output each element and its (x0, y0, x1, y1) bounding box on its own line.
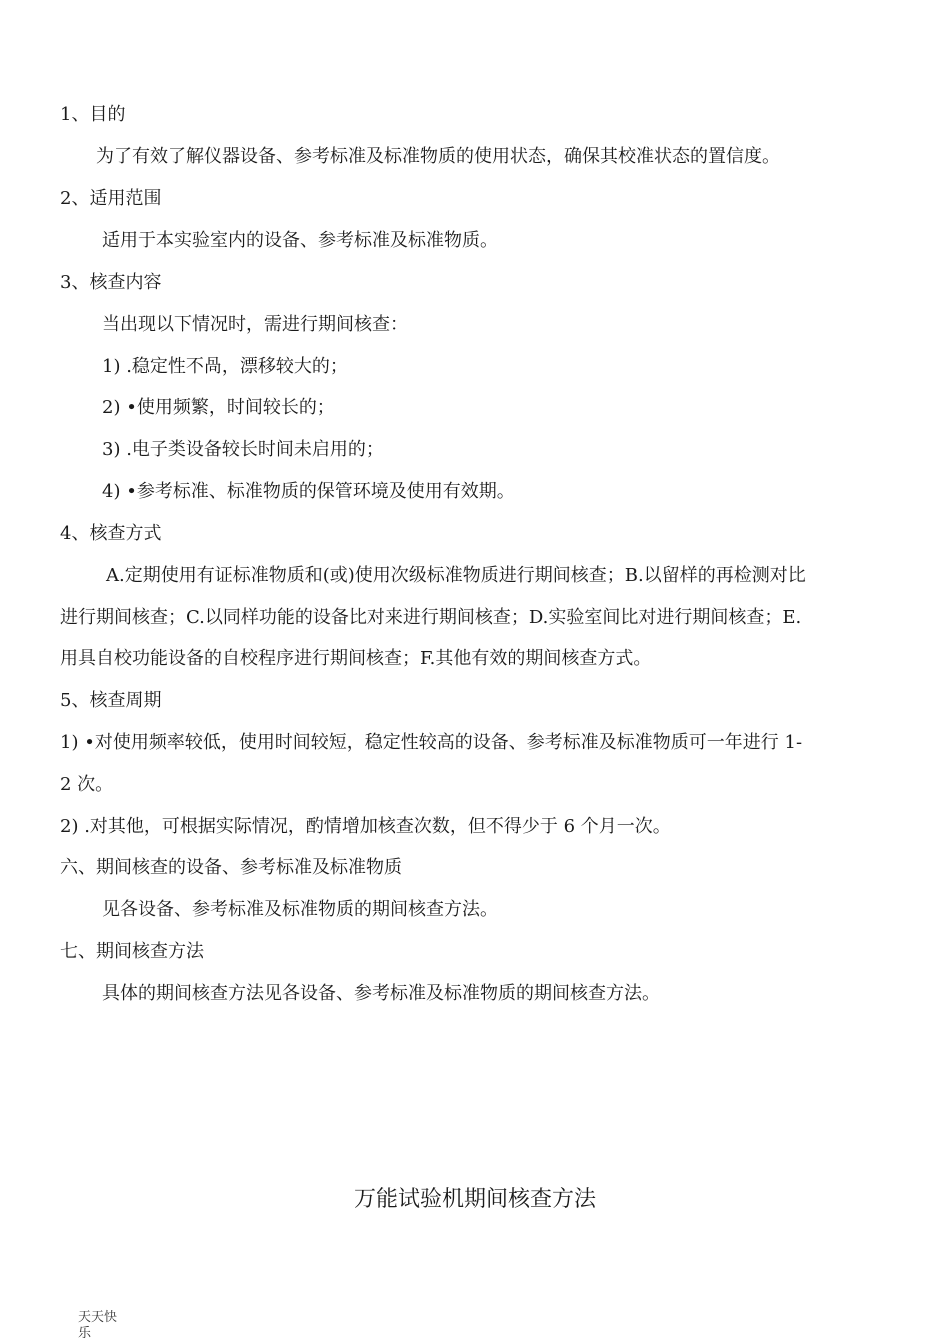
section-5-heading: 5、核查周期 (60, 690, 162, 711)
section-1-heading: 1、目的 (60, 104, 126, 125)
section-3-item: 4) •参考标准、标准物质的保管环境及使用有效期。 (102, 481, 515, 502)
section-5-line: 2) .对其他，可根据实际情况，酌情增加核查次数，但不得少于 6 个月一次。 (60, 816, 671, 837)
section-3-item: 3) .电子类设备较长时间未启用的； (102, 439, 384, 460)
section-4-line: 用具自校功能设备的自校程序进行期间核查；F.其他有效的期间核查方式。 (60, 648, 652, 669)
footer-note (78, 1310, 128, 1342)
section-1-body: 为了有效了解仪器设备、参考标准及标准物质的使用状态，确保其校准状态的置信度。 (96, 146, 780, 167)
section-5-line: 2 次。 (60, 774, 114, 795)
footer-line: 乐 (78, 1326, 92, 1341)
section-3-intro: 当出现以下情况时，需进行期间核查： (102, 314, 408, 335)
section-4-line: A.定期使用有证标准物质和(或)使用次级标准物质进行期间核查；B.以留样的再检测对比 (106, 565, 806, 586)
section-5-line: 1) •对使用频率较低，使用时间较短，稳定性较高的设备、参考标准及标准物质可一年进行 1- (60, 732, 803, 753)
section-3-item: 1) .稳定性不咼，漂移较大的； (102, 356, 348, 377)
section-3-item: 2) •使用频繁，时间较长的； (102, 397, 335, 418)
section-4-line: 进行期间核查；C.以同样功能的设备比对来进行期间核查；D.实验室间比对进行期间核查；E. (60, 607, 802, 628)
section-6-heading: 六、期间核查的设备、参考标准及标准物质 (60, 857, 402, 878)
section-7-body: 具体的期间核查方法见各设备、参考标准及标准物质的期间核查方法。 (102, 983, 660, 1004)
section-7-heading: 七、期间核查方法 (60, 941, 204, 962)
section-2-heading: 2、适用范围 (60, 188, 162, 209)
footer-line: 天天快 (78, 1310, 118, 1325)
section-4-heading: 4、核查方式 (60, 523, 162, 544)
document-title: 万能试验机期间核查方法 (353, 1187, 596, 1212)
section-2-body: 适用于本实验室内的设备、参考标准及标准物质。 (102, 230, 498, 251)
section-6-body: 见各设备、参考标准及标准物质的期间核查方法。 (102, 899, 498, 920)
section-3-heading: 3、核查内容 (60, 272, 162, 293)
